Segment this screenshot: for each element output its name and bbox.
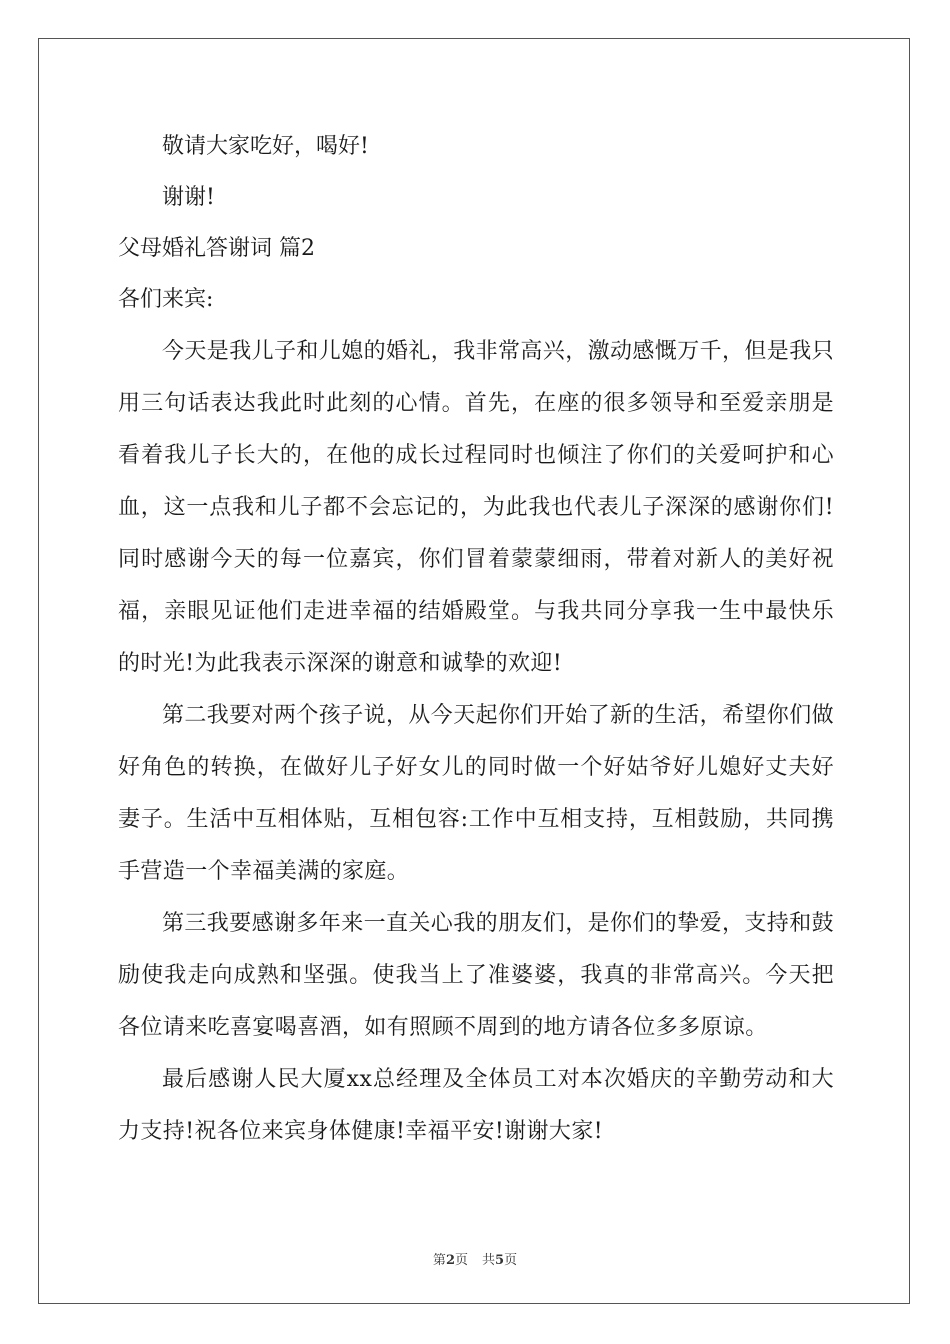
page-suffix: 页 bbox=[454, 1253, 468, 1268]
total-suffix: 页 bbox=[504, 1253, 518, 1268]
paragraph-closing: 最后感谢人民大厦xx总经理及全体员工对本次婚庆的辛勤劳动和大力支持!祝各位来宾身体健康!幸福平安!谢谢大家! bbox=[118, 1067, 834, 1144]
thanks-line: 谢谢! bbox=[162, 185, 215, 210]
paragraph-third: 第三我要感谢多年来一直关心我的朋友们，是你们的挚爱，支持和鼓励使我走向成熟和坚强。使我当上了准婆婆，我真的非常高兴。今天把各位请来吃喜宴喝喜酒，如有照顾不周到的地方请各位多多原谅。 bbox=[118, 911, 835, 1040]
page-prefix: 第 bbox=[432, 1253, 446, 1268]
paragraph-second: 第二我要对两个孩子说，从今天起你们开始了新的生活，希望你们做好角色的转换，在做好儿子好女儿的同时做一个好姑爷好儿媳好丈夫好妻子。生活中互相体贴，互相包容:工作中互相支持，互相鼓励，共同携手营造一个幸福美满的家庭。 bbox=[118, 703, 835, 884]
salutation-line: 各们来宾: bbox=[118, 287, 214, 312]
section-title: 父母婚礼答谢词 篇2 bbox=[118, 236, 315, 261]
paragraph-opening: 今天是我儿子和儿媳的婚礼，我非常高兴，激动感慨万千，但是我只用三句话表达我此时此刻的心情。首先，在座的很多领导和至爱亲朋是看着我儿子长大的，在他的成长过程同时也倾注了你们的关爱呵护和心血，这一点我和儿子都不会忘记的，为此我也代表儿子深深的感谢你们!同时感谢今天的每一位嘉宾，你们冒着蒙蒙细雨，带着对新人的美好祝福，亲眼见证他们走进幸福的结婚殿堂。与我共同分享我一生中最快乐的时光!为此我表示深深的谢意和诚挚的欢迎! bbox=[118, 339, 835, 676]
document-body bbox=[118, 128, 834, 1158]
greeting-close-line: 敬请大家吃好，喝好! bbox=[162, 134, 369, 159]
total-page-number: 5 bbox=[495, 1253, 505, 1268]
page-footer bbox=[0, 1249, 950, 1268]
total-prefix: 共 bbox=[482, 1253, 496, 1268]
current-page-number: 2 bbox=[445, 1253, 455, 1268]
